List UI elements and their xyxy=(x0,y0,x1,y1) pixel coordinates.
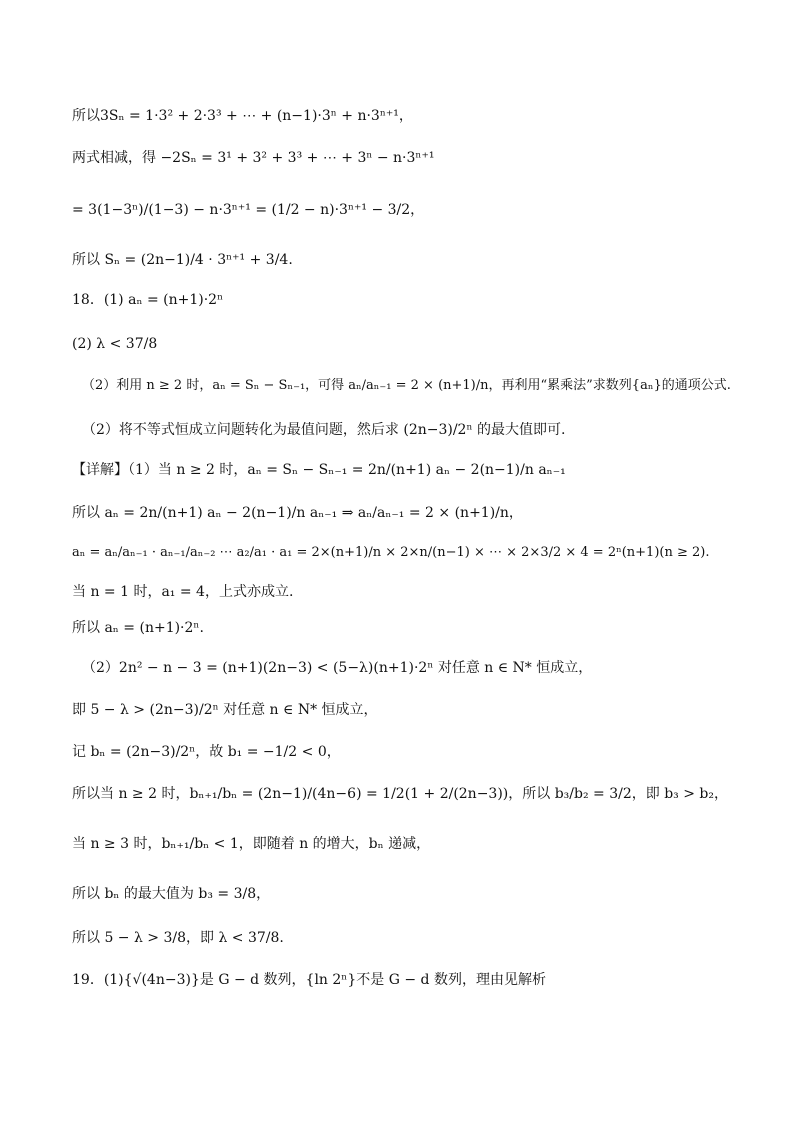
line-11: aₙ = aₙ/aₙ₋₁ · aₙ₋₁/aₙ₋₂ ⋯ a₂/a₁ · a₁ = 2×(n+1)/n × 2×n/(n−1) × ⋯ × 2×3/2 × 4 = 2ⁿ(n+1)(n ≥ 2). xyxy=(72,545,710,560)
line-16: 记 bₙ = (2n−3)/2ⁿ，故 b₁ = −1/2 < 0， xyxy=(72,744,341,760)
line-21: 19．(1){√(4n−3)}是 G − d 数列，{ln 2ⁿ}不是 G − d 数列，理由见解析 xyxy=(72,972,546,988)
line-8: （2）将不等式恒成立问题转化为最值问题，然后求 (2n−3)/2ⁿ 的最大值即可. xyxy=(82,422,566,438)
line-15: 即 5 − λ > (2n−3)/2ⁿ 对任意 n ∈ N* 恒成立， xyxy=(72,702,378,718)
line-14: （2）2n² − n − 3 = (n+1)(2n−3) < (5−λ)(n+1)·2ⁿ 对任意 n ∈ N* 恒成立， xyxy=(82,660,593,676)
line-1: 所以3Sₙ = 1·3² + 2·3³ + ⋯ + (n−1)·3ⁿ + n·3ⁿ⁺¹， xyxy=(72,108,413,124)
line-20: 所以 5 − λ > 3/8，即 λ < 37/8. xyxy=(72,930,284,946)
line-7: （2）利用 n ≥ 2 时，aₙ = Sₙ − Sₙ₋₁，可得 aₙ/aₙ₋₁ = 2 × (n+1)/n，再利用“累乘法”求数列{aₙ}的通项公式. xyxy=(82,378,731,393)
line-12: 当 n = 1 时，a₁ = 4，上式亦成立. xyxy=(72,584,294,600)
line-17: 所以当 n ≥ 2 时，bₙ₊₁/bₙ = (2n−1)/(4n−6) = 1/2(1 + 2/(2n−3))，所以 b₃/b₂ = 3/2，即 b₃ > b₂， xyxy=(72,786,728,802)
line-13: 所以 aₙ = (n+1)·2ⁿ. xyxy=(72,620,204,636)
line-2: 两式相减，得 −2Sₙ = 3¹ + 3² + 3³ + ⋯ + 3ⁿ − n·3ⁿ⁺¹ xyxy=(72,150,435,166)
line-19: 所以 bₙ 的最大值为 b₃ = 3/8， xyxy=(72,886,271,902)
line-5: 18．(1) aₙ = (n+1)·2ⁿ xyxy=(72,292,224,308)
line-18: 当 n ≥ 3 时，bₙ₊₁/bₙ < 1，即随着 n 的增大，bₙ 递减， xyxy=(72,836,431,852)
line-9: 【详解】（1）当 n ≥ 2 时，aₙ = Sₙ − Sₙ₋₁ = 2n/(n+1) aₙ − 2(n−1)/n aₙ₋₁ xyxy=(72,462,566,478)
line-6: (2) λ < 37/8 xyxy=(72,336,158,352)
line-4: 所以 Sₙ = (2n−1)/4 · 3ⁿ⁺¹ + 3/4. xyxy=(72,252,293,268)
line-3: = 3(1−3ⁿ)/(1−3) − n·3ⁿ⁺¹ = (1/2 − n)·3ⁿ⁺¹ − 3/2， xyxy=(72,202,425,218)
line-10: 所以 aₙ = 2n/(n+1) aₙ − 2(n−1)/n aₙ₋₁ ⇒ aₙ/aₙ₋₁ = 2 × (n+1)/n， xyxy=(72,505,523,521)
